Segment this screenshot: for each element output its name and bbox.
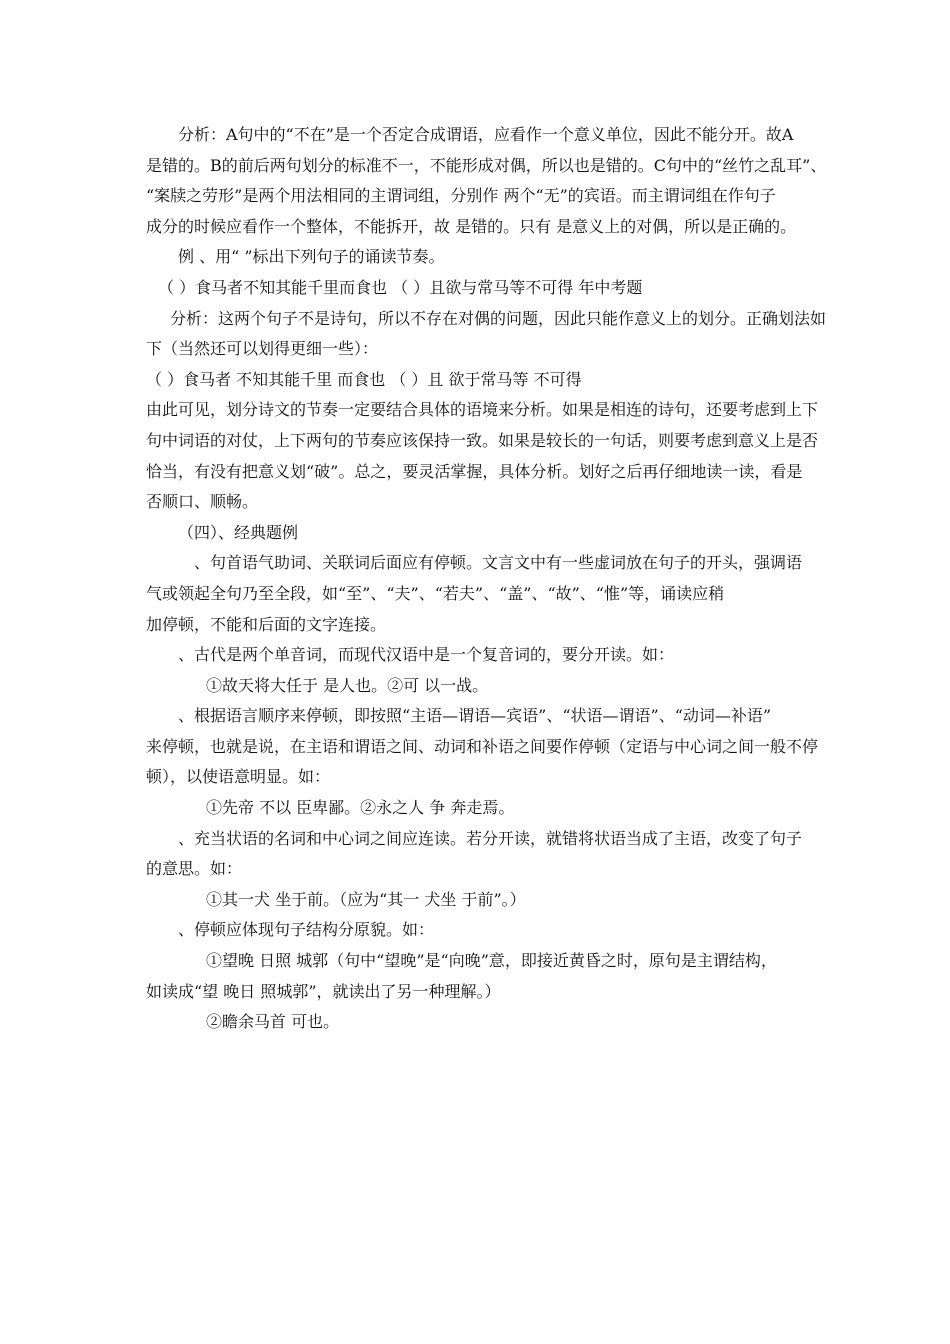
rule-3-line-1: 、根据语言顺序来停顿，即按照“主语—谓语—宾语”、“状语—谓语”、“动词—补语” — [178, 706, 772, 726]
rule-2-example: ①故天将大任于 是人也。②可 以一战。 — [206, 675, 489, 695]
text-line-3: “案牍之劳形”是两个用法相同的主谓词组，分别作 两个“无”的宾语。而主谓词组在作句子 — [146, 186, 776, 206]
rule-4-line-1: 、充当状语的名词和中心词之间应连读。若分开读，就错将状语当成了主语，改变了句子 — [178, 828, 803, 848]
text-line-13: 否顺口、顺畅。 — [146, 492, 259, 512]
text-line-10: 由此可见，划分诗文的节奏一定要结合具体的语境来分析。如果是相连的诗句，还要考虑到上下 — [146, 400, 819, 420]
text-line-4: 成分的时候应看作一个整体，不能拆开，故 是错的。只有 是意义上的对偶，所以是正确的。 — [146, 216, 797, 236]
text-line-12: 恰当，有没有把意义划“破”。总之，要灵活掌握，具体分析。划好之后再仔细地读一读，看是 — [146, 461, 803, 481]
rule-5-example-1-cont: 如读成“望 晚日 照城郭”，就读出了另一种理解。） — [146, 981, 501, 1001]
rule-4-example: ①其一犬 坐于前。（应为“其一 犬坐 于前”。） — [206, 889, 526, 909]
text-line-2: 是错的。B的前后两句划分的标准不一，不能形成对偶，所以也是错的。C句中的“丝竹之乱耳”、 — [146, 155, 827, 175]
text-line-1: 分析：A句中的“不在”是一个否定合成谓语，应看作一个意义单位，因此不能分开。故A — [178, 125, 794, 144]
analysis-line-1: 分析：这两个句子不是诗句，所以不存在对偶的问题，因此只能作意义上的划分。正确划法如 — [170, 308, 827, 328]
rule-3-example: ①先帝 不以 臣卑鄙。②永之人 争 奔走焉。 — [206, 798, 515, 818]
division-result: （ ）食马者 不知其能千里 而食也 （ ）且 欲于常马等 不可得 — [146, 369, 582, 389]
rule-1-line-3: 加停顿，不能和后面的文字连接。 — [146, 614, 387, 634]
example-sentences: （ ）食马者不知其能千里而食也 （ ）且欲与常马等不可得 年中考题 — [158, 277, 643, 297]
rule-2-line-1: 、古代是两个单音词，而现代汉语中是一个复音词的，要分开读。如： — [178, 645, 675, 665]
section-heading: （四）、经典题例 — [178, 522, 299, 542]
rule-1-line-2: 气或领起全句乃至全段，如“至”、“夫”、“若夫”、“盖”、“故”、“惟”等，诵读应稍 — [146, 583, 725, 603]
rule-5-example-1: ①望晚 日照 城郭（句中“望晚”是“向晚”意，即接近黄昏之时，原句是主谓结构， — [206, 951, 777, 971]
rule-5-example-2: ②瞻余马首 可也。 — [206, 1012, 340, 1032]
rule-5-line-1: 、停顿应体现句子结构分原貌。如： — [178, 920, 435, 940]
document-page — [146, 120, 827, 1038]
example-heading: 例 、用“ ”标出下列句子的诵读节奏。 — [178, 247, 445, 267]
text-line-11: 句中词语的对仗，上下两句的节奏应该保持一致。如果是较长的一句话，则要考虑到意义上是否 — [146, 430, 819, 450]
rule-4-line-2: 的意思。如： — [146, 859, 243, 879]
rule-3-line-2: 来停顿，也就是说，在主语和谓语之间、动词和补语之间要作停顿（定语与中心词之间一般不停 — [146, 736, 819, 756]
rule-1-line-1: 、句首语气助词、关联词后面应有停顿。文言文中有一些虚词放在句子的开头，强调语 — [194, 553, 803, 573]
analysis-line-2: 下（当然还可以划得更细一些）： — [146, 339, 379, 359]
rule-3-line-3: 顿），以使语意明显。如： — [146, 767, 331, 787]
